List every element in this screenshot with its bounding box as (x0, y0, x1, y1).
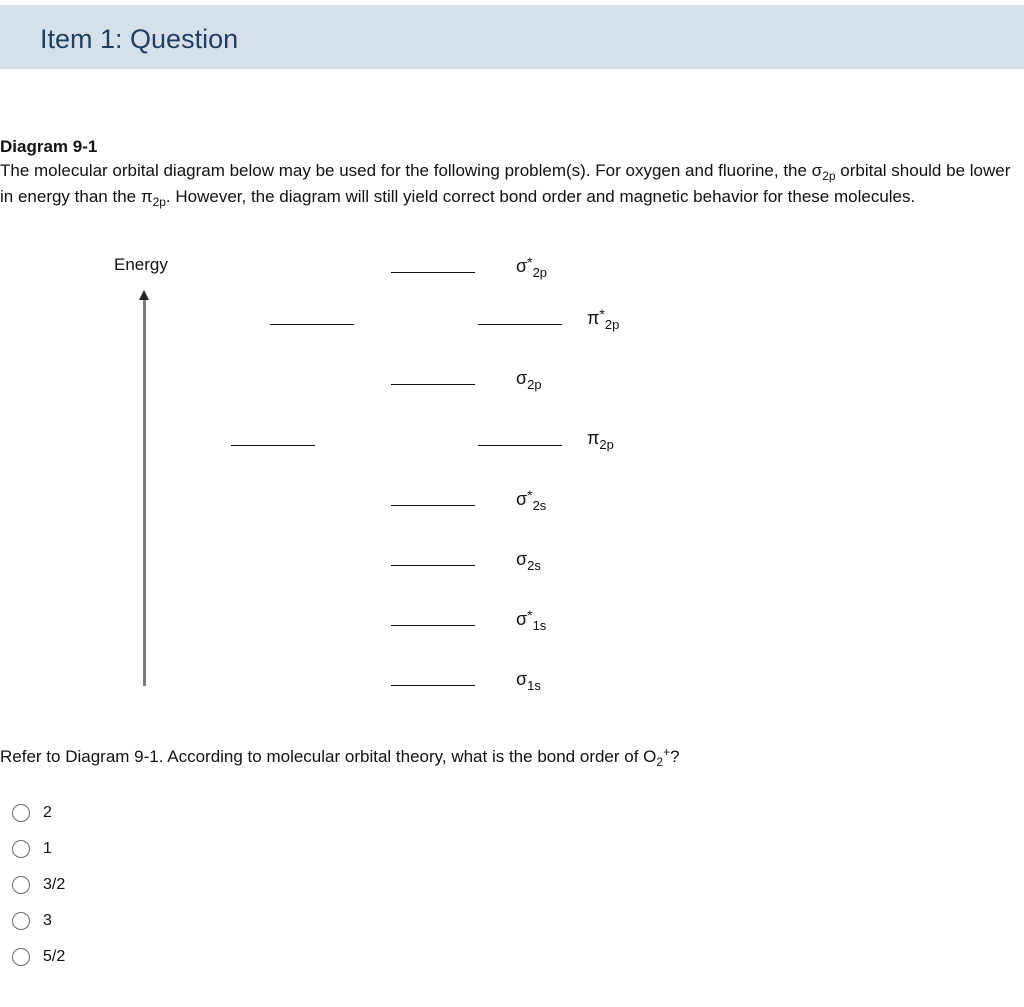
answer-option-label: 3 (43, 912, 52, 929)
energy-axis-label: Energy (114, 255, 168, 274)
orbital-symbol: π (587, 308, 600, 328)
energy-axis (143, 300, 146, 686)
diagram-heading: Diagram 9-1 (0, 137, 98, 156)
radio-button[interactable] (12, 948, 30, 966)
answer-option-label: 3/2 (43, 876, 66, 893)
answer-option[interactable] (12, 946, 65, 968)
question-part-2: ? (670, 747, 680, 766)
energy-arrow-icon (139, 290, 149, 300)
orbital-symbol: σ (516, 609, 528, 629)
orbital-subscript: 2p (527, 377, 542, 392)
answer-option[interactable] (12, 910, 52, 932)
intro-text (0, 158, 1022, 209)
answer-option-label: 1 (43, 840, 52, 857)
answer-option-label: 2 (43, 804, 52, 821)
intro-part-3: . However, the diagram will still yield correct bond order and magnetic behavior for these molecules. (165, 186, 916, 206)
orbital-star: * (599, 306, 605, 322)
question-part-1: Refer to Diagram 9-1. According to molecular orbital theory, what is the bond order of O (0, 747, 657, 766)
level-line-pi-star-2p (478, 324, 562, 325)
level-line-sigma-star-2s (391, 505, 475, 506)
orbital-label-sigma-2p (516, 366, 542, 392)
orbital-star: * (527, 254, 533, 270)
level-line-sigma-star-2p (391, 272, 475, 273)
orbital-label-sigma-2s (516, 547, 541, 573)
level-line-sigma-1s (391, 685, 475, 686)
answer-option[interactable] (12, 874, 65, 896)
question-superscript: + (663, 745, 671, 759)
orbital-label-sigma-star-1s (516, 607, 546, 633)
intro-part-1: The molecular orbital diagram below may be used for the following problem(s). For oxygen and fluorine, the σ (0, 161, 823, 180)
question-subscript: 2 (656, 755, 664, 769)
level-line-sigma-2s (391, 565, 475, 566)
radio-button[interactable] (12, 840, 30, 858)
orbital-subscript: 2s (532, 498, 547, 513)
level-line-sigma-2p (391, 384, 475, 385)
orbital-subscript: 2s (527, 558, 541, 573)
question-text (0, 747, 680, 767)
orbital-label-sigma-star-2s (516, 487, 546, 513)
orbital-star: * (527, 487, 533, 503)
orbital-symbol: σ (516, 368, 528, 388)
orbital-subscript: 1s (532, 618, 547, 633)
answer-option[interactable] (12, 802, 52, 824)
orbital-symbol: σ (516, 549, 528, 569)
intro-subscript-2: 2p (152, 194, 166, 209)
orbital-star: * (527, 607, 533, 623)
radio-button[interactable] (12, 804, 30, 822)
level-line-sigma-star-1s (391, 625, 475, 626)
intro-subscript-1: 2p (822, 169, 836, 183)
orbital-symbol: σ (516, 489, 528, 509)
orbital-subscript: 2p (532, 265, 548, 280)
level-line-atomic-2s-left (231, 445, 315, 446)
orbital-label-sigma-star-2p (516, 254, 547, 280)
header-bar (0, 5, 1024, 69)
orbital-symbol: σ (516, 669, 528, 689)
intro-part-2: orbital should be lower in energy than the π (0, 161, 1011, 206)
orbital-label-pi-2p (587, 426, 614, 452)
page-title: Item 1: Question (40, 24, 239, 54)
radio-button[interactable] (12, 912, 30, 930)
orbital-subscript: 2p (599, 437, 614, 452)
orbital-subscript: 1s (527, 678, 541, 693)
orbital-subscript: 2p (604, 317, 620, 332)
level-line-atomic-2p-left (270, 324, 354, 325)
orbital-label-pi-star-2p (587, 306, 619, 332)
answer-option-label: 5/2 (43, 948, 66, 965)
orbital-symbol: π (587, 428, 600, 448)
orbital-label-sigma-1s (516, 667, 541, 693)
level-line-pi-2p (478, 445, 562, 446)
answer-option[interactable] (12, 838, 52, 860)
radio-button[interactable] (12, 876, 30, 894)
orbital-symbol: σ (516, 256, 528, 276)
